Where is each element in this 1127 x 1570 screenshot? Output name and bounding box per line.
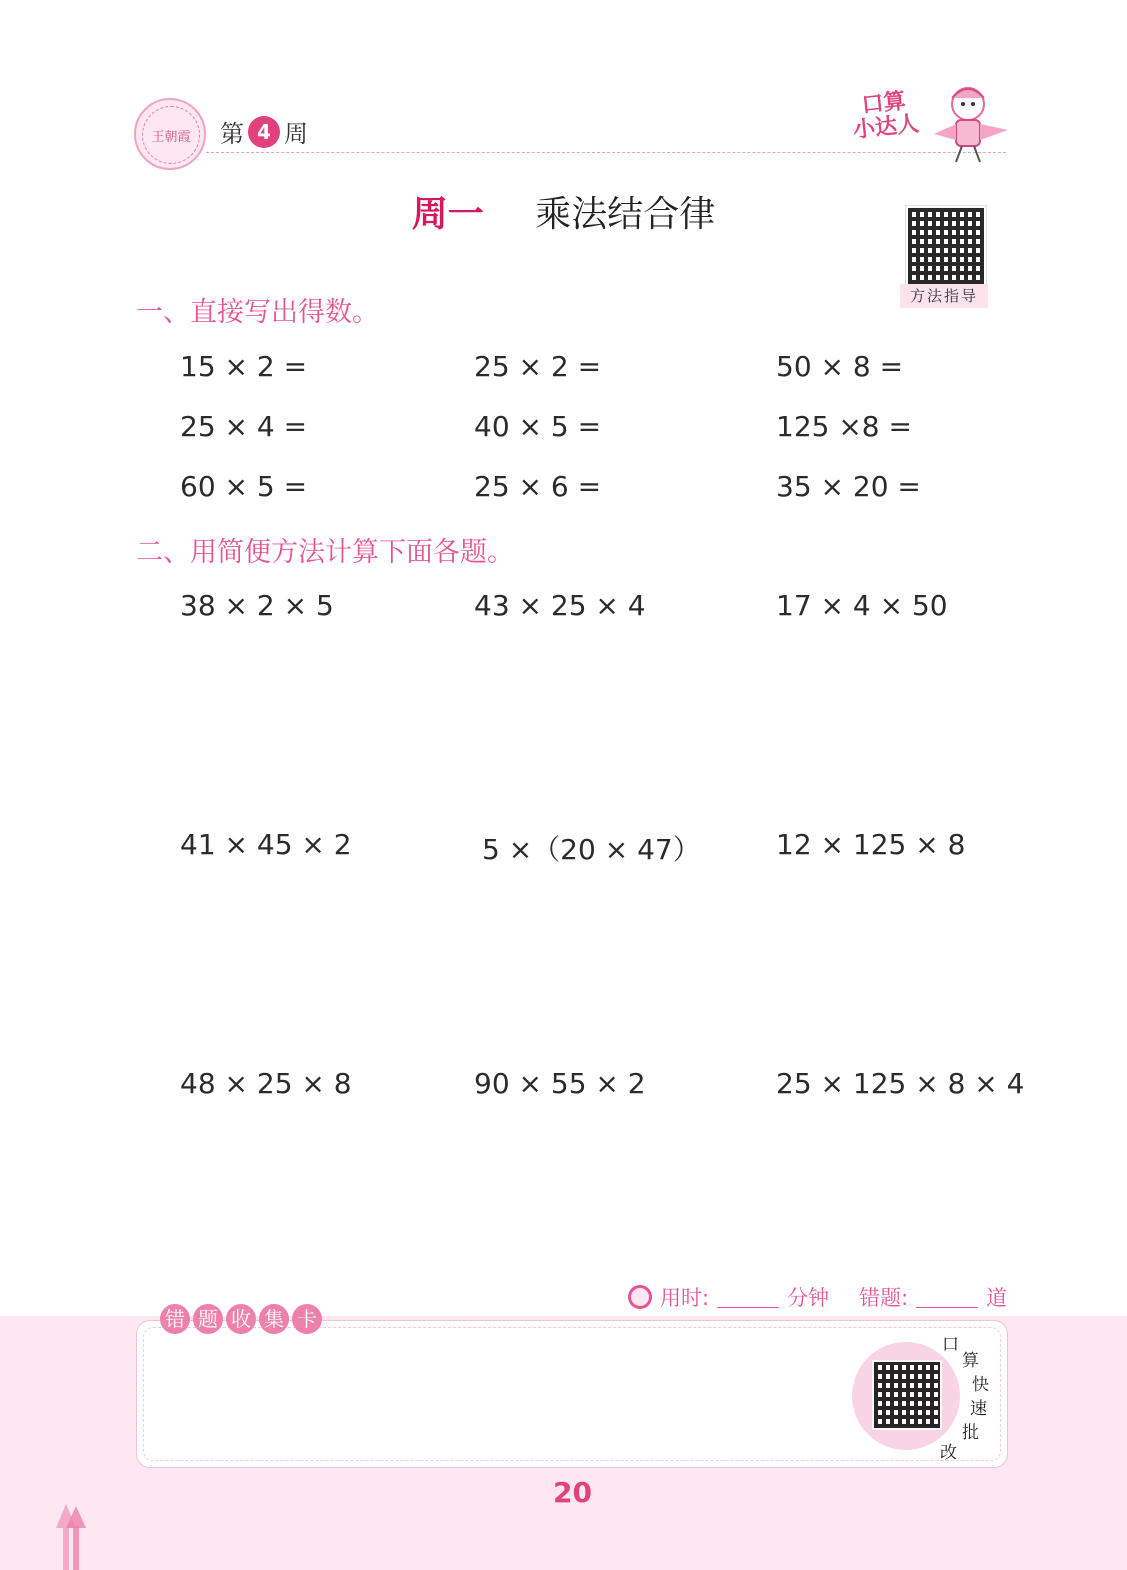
title-topic: 乘法结合律 — [535, 194, 716, 235]
card-title-char: 卡 — [292, 1304, 322, 1334]
card-title-char: 题 — [193, 1304, 223, 1334]
section-1-heading: 一、直接写出得数。 — [136, 297, 379, 328]
page-number: 20 — [553, 1476, 592, 1509]
errors-unit: 道 — [986, 1286, 1008, 1310]
mascot-illustration — [928, 78, 1014, 168]
week-suffix: 周 — [284, 120, 308, 148]
week-number-badge: 4 — [248, 116, 280, 148]
s1-problem: 25 × 4 = — [180, 410, 308, 443]
header-divider — [206, 152, 1006, 153]
label-char: 批 — [962, 1423, 979, 1443]
s1-problem: 60 × 5 = — [180, 470, 308, 503]
brand-line-1: 口算 — [860, 88, 907, 119]
quick-grading-label — [940, 1330, 989, 1463]
s2-problem: 48 × 25 × 8 — [180, 1067, 352, 1100]
s1-problem: 25 × 2 = — [474, 350, 602, 383]
method-guide-qr-code[interactable] — [906, 206, 986, 286]
qr-caption: 方法指导 — [900, 284, 988, 308]
stopwatch-icon — [628, 1285, 652, 1309]
card-title-char: 收 — [226, 1304, 256, 1334]
errors-blank[interactable] — [916, 1287, 978, 1308]
week-label — [220, 114, 308, 149]
logo-text: 王朝霞 — [142, 106, 200, 164]
label-char: 改 — [940, 1443, 957, 1463]
s1-problem: 40 × 5 = — [474, 410, 602, 443]
card-title-char: 错 — [160, 1304, 190, 1334]
label-char: 速 — [970, 1399, 987, 1419]
title-day: 周一 — [411, 194, 484, 235]
error-card-title — [160, 1304, 322, 1334]
brand-logo — [848, 88, 923, 143]
s2-problem: 43 × 25 × 4 — [474, 589, 646, 622]
time-and-errors-row — [628, 1282, 1007, 1312]
s2-problem: 38 × 2 × 5 — [180, 589, 334, 622]
brand-line-2: 小达人 — [852, 111, 921, 144]
s2-problem: 25 × 125 × 8 × 4 — [776, 1067, 1025, 1100]
s1-problem: 35 × 20 = — [776, 470, 921, 503]
label-char: 算 — [962, 1351, 979, 1371]
quick-grading-qr-code[interactable] — [872, 1360, 942, 1430]
time-blank[interactable] — [717, 1287, 779, 1308]
s2-problem: 41 × 45 × 2 — [180, 828, 352, 861]
s2-problem: 12 × 125 × 8 — [776, 828, 966, 861]
s1-problem: 125 ×8 = — [776, 410, 912, 443]
arrow-decoration-icon — [52, 1500, 88, 1570]
errors-label: 错题: — [859, 1286, 909, 1310]
section-2-heading: 二、用简便方法计算下面各题。 — [136, 537, 514, 568]
card-title-char: 集 — [259, 1304, 289, 1334]
s2-problem: 17 × 4 × 50 — [776, 589, 948, 622]
week-prefix: 第 — [220, 120, 244, 148]
s1-problem: 25 × 6 = — [474, 470, 602, 503]
s2-problem: 90 × 55 × 2 — [474, 1067, 646, 1100]
time-label: 用时: — [660, 1286, 710, 1310]
label-char: 口 — [942, 1335, 959, 1355]
time-unit: 分钟 — [787, 1286, 830, 1310]
s1-problem: 50 × 8 = — [776, 350, 904, 383]
s1-problem: 15 × 2 = — [180, 350, 308, 383]
s2-problem: 5 ×（20 × 47） — [482, 833, 701, 866]
publisher-logo — [134, 98, 206, 170]
label-char: 快 — [972, 1375, 989, 1395]
